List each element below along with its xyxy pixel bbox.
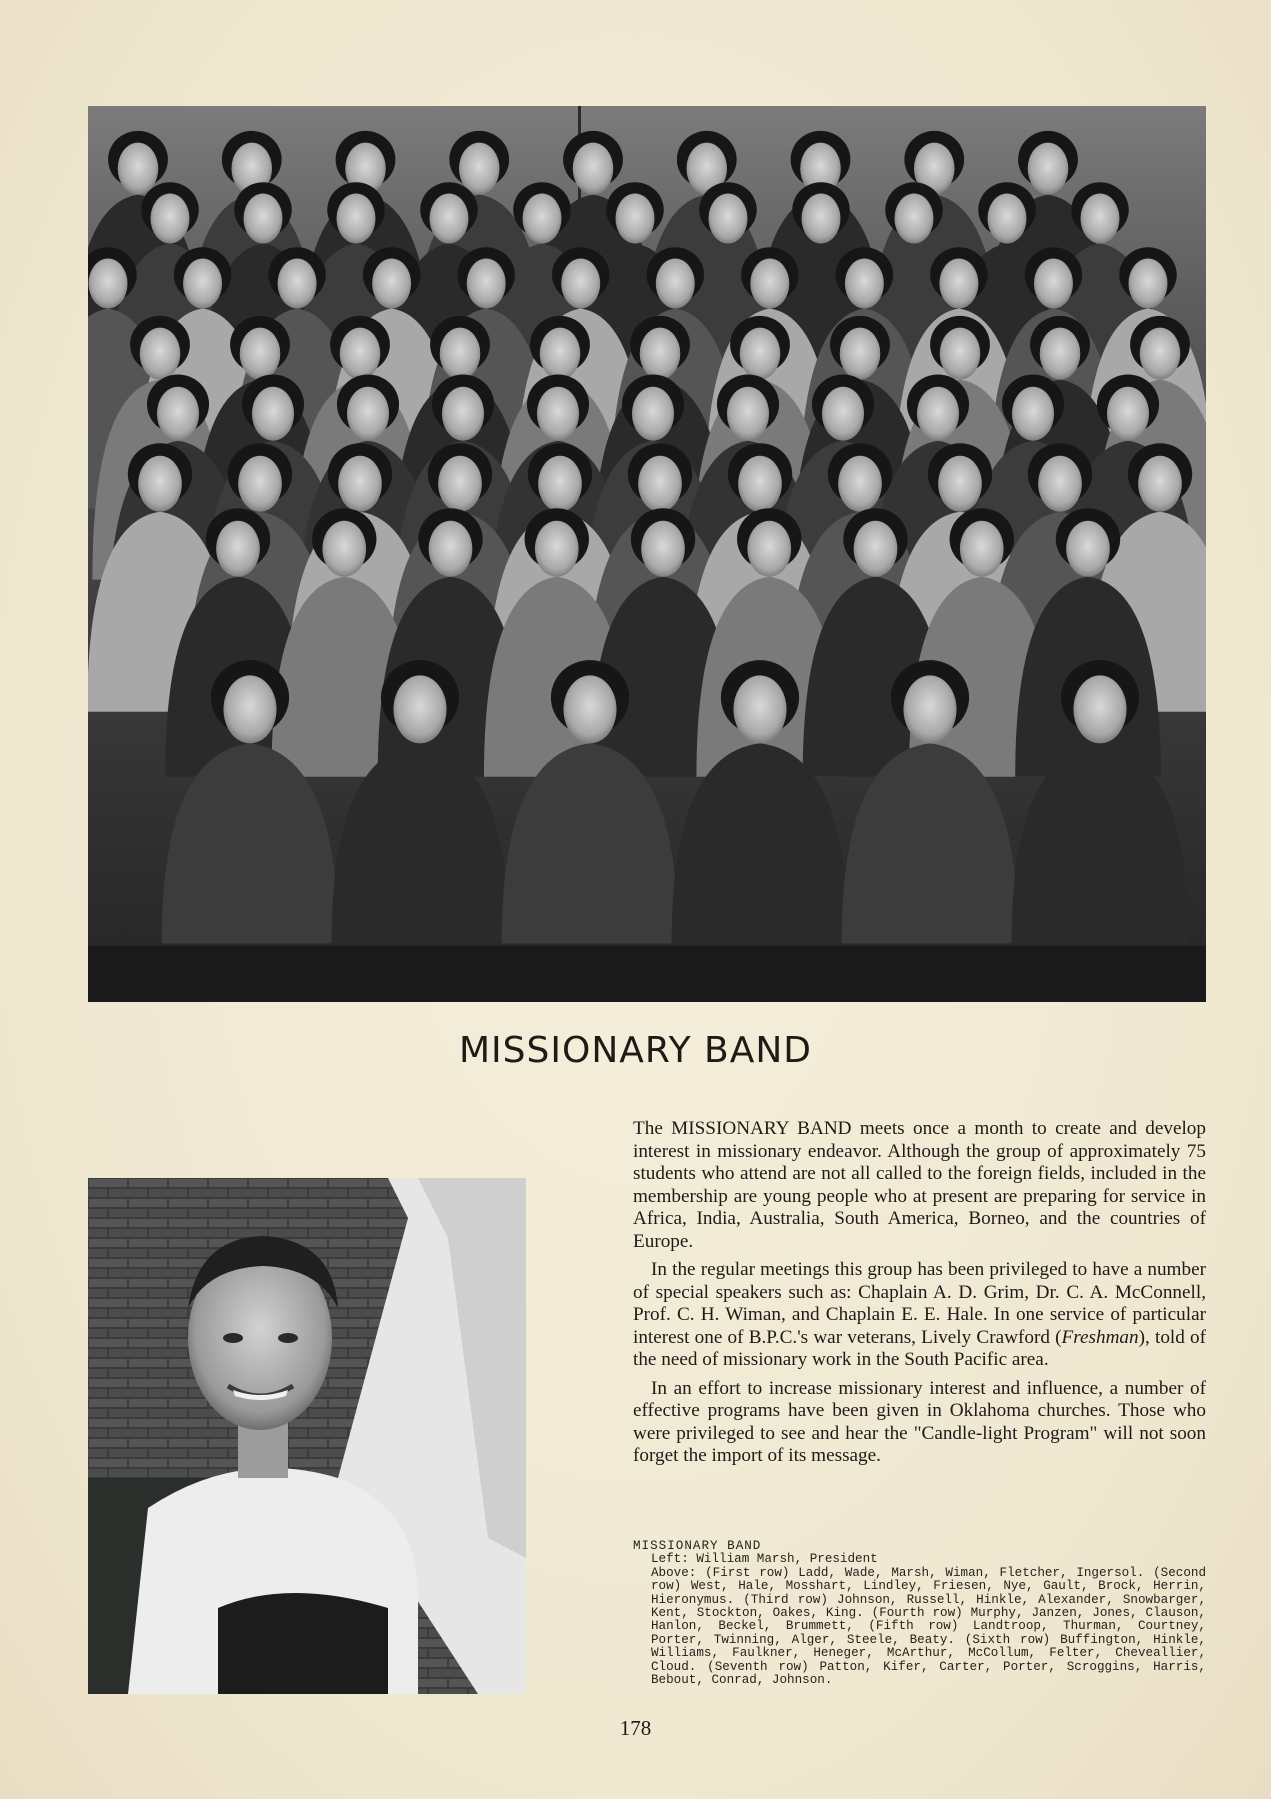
- person-face: [372, 259, 411, 309]
- person-face: [632, 387, 674, 441]
- person-face: [573, 143, 614, 195]
- caption-left-line: Left: William Marsh, President: [651, 1552, 878, 1567]
- person-face: [440, 328, 481, 380]
- person-face: [523, 194, 562, 244]
- caption-above-names: Above: (First row) Ladd, Wade, Marsh, Wiman, Fletcher, Ingersol. (Second row) West, Hale, Mosshart, Lindley, Friesen, Nye, Gault, Brock, Herrin, Hieronymus. (Third row) Johnson, Russell, Hinkle, Alexander, Snowbarger, Kent, Stockton, Oakes, King. (Fourth row) Murphy, Janzen, Jones, Clauson, Hanlon, Beckel, Brummett, (Fifth row) Landtroop, Thurman, Courtney, Porter, Twinning, Alger, Steele, Beaty. (Sixth row) Buffington, Hinkle, Williams, Faulkner, Heneger, McArthur, McCollum, Felter, Cheveallier, Cloud. (Seventh row) Patton, Kifer, Carter, Porter, Scroggins, Harris, Bebout, Conrad, Johnson.: [651, 1565, 1206, 1688]
- person-face: [393, 675, 446, 743]
- person-face: [1034, 259, 1073, 309]
- person-face: [223, 675, 276, 743]
- body-paragraph: In the regular meetings this group has been privileged to have a number of special speakers such as: Chaplain A. D. Grim, Dr. C. A. McConnell, Prof. C. H. Wiman, and Chaplain E. E. Hale. In one service of particular interest one of B.P.C.'s war veterans, Lively Crawford (Freshman), told of the need of missionary work in the South Pacific area.: [633, 1259, 1206, 1370]
- person-face: [750, 259, 789, 309]
- person-face: [656, 259, 695, 309]
- person-face: [338, 456, 382, 512]
- body-paragraph: In an effort to increase missionary interest and influence, a number of effective programs have been given in Oklahoma churches. Those who were privileged to see and hear the "Candle-light Program" will not soon forget the import of its message.: [633, 1377, 1206, 1466]
- person-face: [845, 259, 884, 309]
- person-face: [1028, 143, 1069, 195]
- person-face: [616, 194, 655, 244]
- article-body: [633, 1118, 1206, 1474]
- person-face: [140, 328, 181, 380]
- person-face: [940, 328, 981, 380]
- person-face: [429, 521, 473, 577]
- person-face: [322, 521, 366, 577]
- person-face: [895, 194, 934, 244]
- person-face: [430, 194, 469, 244]
- group-photo-icon: [88, 106, 1206, 1002]
- person-face: [438, 456, 482, 512]
- person-face: [640, 328, 681, 380]
- person-face: [740, 328, 781, 380]
- person-face: [822, 387, 864, 441]
- person-face: [347, 387, 389, 441]
- person-face: [838, 456, 882, 512]
- person-face: [802, 194, 841, 244]
- person-face: [278, 259, 317, 309]
- person-face: [538, 456, 582, 512]
- person-face: [747, 521, 791, 577]
- person-face: [216, 521, 260, 577]
- person-face: [151, 194, 190, 244]
- page-number: 178: [619, 1716, 652, 1740]
- caption-heading: MISSIONARY BAND: [633, 1539, 762, 1553]
- person-face: [89, 259, 128, 309]
- person-face: [727, 387, 769, 441]
- person-face: [1040, 328, 1081, 380]
- person-face: [960, 521, 1004, 577]
- person-face: [337, 194, 376, 244]
- person-face: [709, 194, 748, 244]
- person-face: [988, 194, 1027, 244]
- person-face: [917, 387, 959, 441]
- photo-caption: [633, 1540, 1206, 1687]
- person-face: [1038, 456, 1082, 512]
- person-face: [641, 521, 685, 577]
- person-face: [638, 456, 682, 512]
- person-face: [1140, 328, 1181, 380]
- person-face: [537, 387, 579, 441]
- person-face: [138, 456, 182, 512]
- group-photo: [88, 106, 1206, 1002]
- person-face: [840, 328, 881, 380]
- person-face: [535, 521, 579, 577]
- person-face: [252, 387, 294, 441]
- person-face: [340, 328, 381, 380]
- person-face: [939, 259, 978, 309]
- person-face: [240, 328, 281, 380]
- person-face: [733, 675, 786, 743]
- person-face: [183, 259, 222, 309]
- person-face: [459, 143, 500, 195]
- person-face: [903, 675, 956, 743]
- person-face: [467, 259, 506, 309]
- page-title: MISSIONARY BAND: [458, 1030, 812, 1071]
- person-face: [157, 387, 199, 441]
- person-face: [244, 194, 283, 244]
- person-face: [1081, 194, 1120, 244]
- person-face: [561, 259, 600, 309]
- person-face: [938, 456, 982, 512]
- person-face: [118, 143, 159, 195]
- person-face: [1066, 521, 1110, 577]
- body-paragraph: The MISSIONARY BAND meets once a month to create and develop interest in missionary endeavor. Although the group of approximately 75 students who attend are not all called to the foreign fields, included in the membership are young people who at present are preparing for service in Africa, India, Australia, South America, Borneo, and the countries of Europe.: [633, 1118, 1206, 1252]
- person-face: [563, 675, 616, 743]
- person-face: [1012, 387, 1054, 441]
- person-face: [442, 387, 484, 441]
- person-face: [738, 456, 782, 512]
- person-face: [540, 328, 581, 380]
- person-face: [1138, 456, 1182, 512]
- person-face: [854, 521, 898, 577]
- portrait-photo: [88, 1178, 526, 1694]
- person-face: [238, 456, 282, 512]
- person-face: [1129, 259, 1168, 309]
- person-face: [1073, 675, 1126, 743]
- portrait-photo-icon: [88, 1178, 526, 1694]
- photo-floor: [88, 946, 1206, 1002]
- person-face: [1107, 387, 1149, 441]
